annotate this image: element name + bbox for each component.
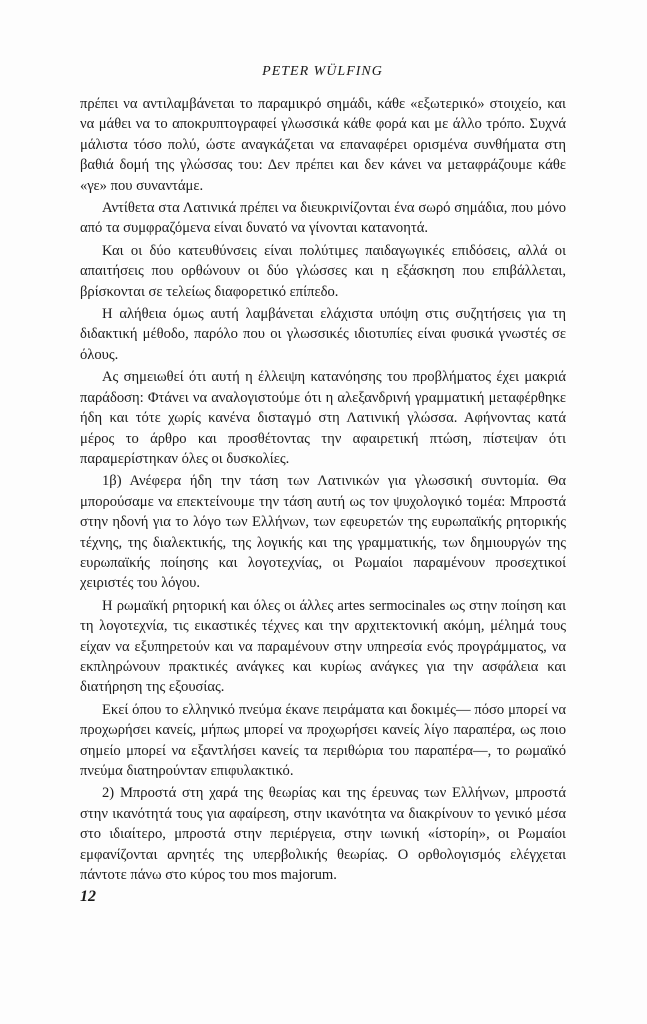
running-head: PETER WÜLFING — [262, 64, 383, 79]
paragraph-5: Ας σημειωθεί ότι αυτή η έλλειψη κατανόησης του προβλήματος έχει μακριά παράδοση: Φτάνει να αναλογιστούμε ότι η αλεξανδρινή γραμματική μεταφέρθηκε ήδη και τότε χωρίς κανένα δισταγμό στη Λατινική γλώσσα. Αφήνοντας κατά μέρος το άρθρο και προσθέτοντας την αφαιρετική πτώση, πίστεψαν ότι παραμερίστηκαν όλες οι δυσκολίες. — [80, 369, 566, 467]
paragraph-4: Η αλήθεια όμως αυτή λαμβάνεται ελάχιστα υπόψη στις συζητήσεις για τη διδακτική μέθοδο, παρόλο που οι γλωσσικές ιδιοτυπίες είναι φυσικά γνωστές σε όλους. — [80, 306, 566, 363]
paragraph-2: Αντίθετα στα Λατινικά πρέπει να διευκρινίζονται ένα σωρό σημάδια, που μόνο από τα συμφραζόμενα είναι δυνατό να γίνονται κατανοητά. — [80, 200, 566, 237]
paragraph-8: Εκεί όπου το ελληνικό πνεύμα έκανε πειράματα και δοκιμές— πόσο μπορεί να προχωρήσει κανείς, μήπως μπορεί να προχωρήσει κανείς λίγο παραπέρα, ως ποιο σημείο μπορεί να εξαντλήσει κανείς τα περιθώρια του παραπέρα—, το ρωμαϊκό πνεύμα διατηρούνταν επιφυλακτικό. — [80, 701, 566, 779]
paragraph-3: Και οι δύο κατευθύνσεις είναι πολύτιμες παιδαγωγικές επιδόσεις, αλλά οι απαιτήσεις που ορθώνουν οι δύο γλώσσες και η εξάσκηση που επιβάλλεται, βρίσκονται σε τελείως διαφορετικό επίπεδο. — [80, 242, 566, 300]
paragraph-6: 1β) Ανέφερα ήδη την τάση των Λατινικών για γλωσσική συντομία. Θα μπορούσαμε να επεκτείνουμε την τάση αυτή ως τον ψυχολογικό τομέα: Μπροστά στην ηδονή για το λόγο των Ελλήνων, των εφευρετών της ευρωπαϊκής ρητορικής τέχνης, της διαλεκτικής, της λογικής και της γραμματικής, των δημιουργών της ευρωπαϊκής ποίησης και λογοτεχνίας, οι Ρωμαίοι παραμένουν προσεχτικοί χειριστές του λόγου. — [80, 473, 566, 592]
paragraph-9: 2) Μπροστά στη χαρά της θεωρίας και της έρευνας των Ελλήνων, μπροστά στην ικανότητά τους για αφαίρεση, στην ικανότητα να διακρίνουν το γενικό μέσα στο ιδιαίτερο, μπροστά στην περιέργεια, στην ιωνική «ίστορίη», οι Ρωμαίοι εμφανίζονται αρνητές της υπερβολικής θεωρίας. Ο ορθολογισμός ελέγχεται πάντοτε πάνω στο κύρος του mos majorum. — [80, 785, 566, 884]
paragraph-1: πρέπει να αντιλαμβάνεται το παραμικρό σημάδι, κάθε «εξωτερικό» στοιχείο, και να μάθει να το αποκρυπτογραφεί γλωσσικά κάθε φορά και με άλλο τρόπο. Συχνά μάλιστα τόσο πολύ, ώστε αναγκάζεται να επαναφέρει ορισμένα συνθήματα στη βαθιά δομή της γλώσσας του: Δεν πρέπει και δεν κάνει να μεταφράζουμε κάθε «γε» που συναντάμε. — [80, 96, 566, 194]
body-text — [80, 94, 566, 885]
page-number: 12 — [80, 888, 96, 905]
paragraph-7: Η ρωμαϊκή ρητορική και όλες οι άλλες artes sermocinales ως στην ποίηση και τη λογοτεχνία, τις εικαστικές τέχνες και την αρχιτεκτονική ακόμη, μέλημά τους είχαν να εξυπηρετούν και να παραμένουν στην υπηρεσία ενός προγράμματος, να εκπληρώνουν πρακτικές ανάγκες και κυρίως ανάγκες για την ασφάλεια και διατήρηση της εξουσίας. — [80, 597, 566, 696]
